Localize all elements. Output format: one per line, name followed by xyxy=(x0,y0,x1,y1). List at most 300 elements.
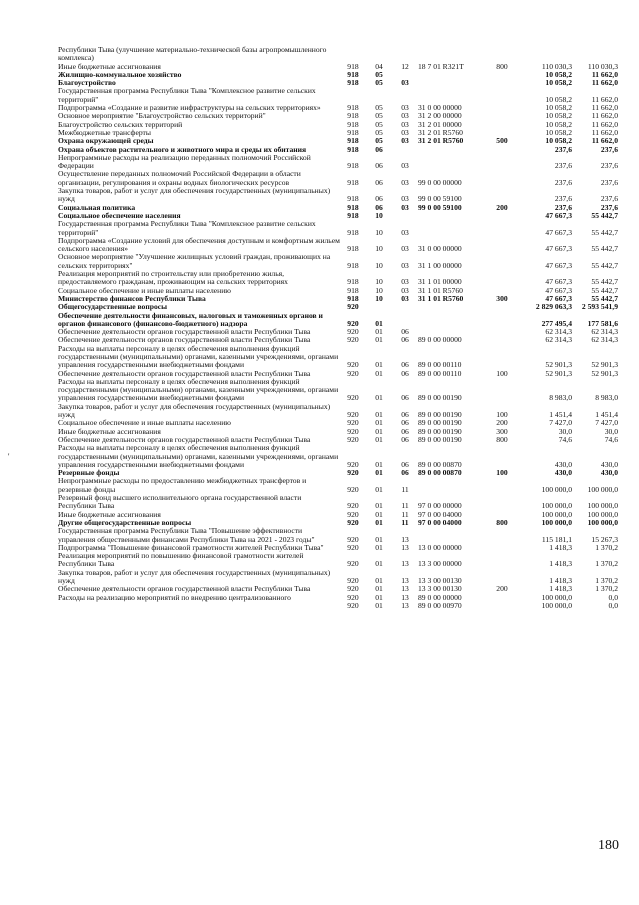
table-row xyxy=(58,46,618,63)
table-row xyxy=(58,253,618,270)
ministry-code-cell: 920 xyxy=(347,302,359,312)
expense-type-cell xyxy=(488,46,516,63)
target-article-cell xyxy=(418,303,488,311)
subsection-code-cell xyxy=(392,146,418,154)
expense-type-cell xyxy=(488,527,516,544)
row-name-cell: Охрана окружающей среды xyxy=(58,136,154,146)
ministry-code-cell: 920 xyxy=(347,542,359,552)
amount-year1-cell: 47 667,3 xyxy=(545,244,572,254)
amount-year2-cell: 52 901,3 xyxy=(591,360,618,370)
section-code-cell: 05 xyxy=(375,127,383,137)
row-name-cell: Расходы на реализацию мероприятий по внедрению централизованного xyxy=(58,592,291,602)
target-article-cell: 31 2 01 00000 xyxy=(418,119,462,129)
expense-type-cell: 200 xyxy=(496,418,508,428)
section-code-cell: 05 xyxy=(375,119,383,129)
row-name-cell: Жилищно-коммунальное хозяйство xyxy=(58,69,182,79)
ministry-code-cell: 920 xyxy=(347,468,359,478)
ministry-code-cell: 918 xyxy=(347,244,359,254)
amount-year1-cell: 47 667,3 xyxy=(545,227,572,237)
target-article-cell: 31 0 00 00000 xyxy=(418,103,462,113)
table-row xyxy=(58,494,618,511)
amount-year2-cell: 100 000,0 xyxy=(587,484,618,494)
table-row xyxy=(58,345,618,370)
ministry-code-cell: 920 xyxy=(347,484,359,494)
subsection-code-cell xyxy=(392,303,418,311)
row-name-cell: Государственная программа Республики Тыва "Комплексное развитие сельских территорий" xyxy=(58,219,316,237)
amount-year2-cell: 430,0 xyxy=(600,468,618,478)
section-code-cell: 01 xyxy=(375,542,383,552)
amount-year1-cell: 430,0 xyxy=(554,468,572,478)
row-name-cell: Основное мероприятие "Благоустройство сельских территорий" xyxy=(58,111,266,121)
amount-year1-cell: 237,6 xyxy=(554,161,572,171)
subsection-code-cell: 13 xyxy=(401,534,409,544)
expense-type-cell xyxy=(488,146,516,154)
row-name-cell: Обеспечение деятельности органов государственной власти Республики Тыва xyxy=(58,368,311,378)
row-name-cell: Обеспечение деятельности финансовых, налоговых и таможенных органов и органов финансового (финансово-бюджетного) надзора xyxy=(58,310,323,328)
amount-year1-cell: 30,0 xyxy=(558,426,572,436)
target-article-cell: 13 3 00 00130 xyxy=(418,584,462,594)
section-code-cell: 10 xyxy=(375,227,383,237)
section-code-cell: 05 xyxy=(375,111,383,121)
expense-type-cell xyxy=(488,477,516,494)
subsection-code-cell: 03 xyxy=(401,194,409,204)
ministry-code-cell: 920 xyxy=(347,517,359,527)
target-article-cell: 97 0 00 04000 xyxy=(418,509,462,519)
subsection-code-cell: 06 xyxy=(401,468,409,478)
target-article-cell: 31 1 01 00000 xyxy=(418,277,462,287)
ministry-code-cell: 918 xyxy=(347,127,359,137)
table-row xyxy=(58,220,618,237)
expense-type-cell: 800 xyxy=(496,61,508,71)
section-code-cell: 01 xyxy=(375,368,383,378)
row-name-cell: Общегосударственные вопросы xyxy=(58,302,168,312)
subsection-code-cell: 06 xyxy=(401,434,409,444)
amount-year1-cell: 10 058,2 xyxy=(545,119,572,129)
amount-year1-cell: 62 314,3 xyxy=(545,335,572,345)
row-name-cell: Социальное обеспечение населения xyxy=(58,210,181,220)
subsection-code-cell: 13 xyxy=(401,542,409,552)
row-name-cell: Государственная программа Республики Тыва "Комплексное развитие сельских территорий" xyxy=(58,86,316,104)
amount-year2-cell: 55 442,7 xyxy=(591,210,618,220)
section-code-cell: 01 xyxy=(375,517,383,527)
expense-type-cell xyxy=(488,345,516,370)
table-row xyxy=(58,71,618,79)
amount-year2-cell: 11 662,0 xyxy=(591,127,618,137)
amount-year1-cell: 10 058,2 xyxy=(545,111,572,121)
row-name-cell: Закупка товаров, работ и услуг для обеспечения государственных (муниципальных) нужд xyxy=(58,567,331,585)
amount-year2-cell: 1 370,2 xyxy=(595,559,618,569)
subsection-code-cell: 11 xyxy=(401,509,409,519)
expense-type-cell: 100 xyxy=(496,368,508,378)
row-name-cell: Иные бюджетные ассигнования xyxy=(58,61,161,71)
amount-year2-cell: 1 451,4 xyxy=(595,410,618,420)
table-row xyxy=(58,170,618,187)
section-code-cell: 01 xyxy=(375,327,383,337)
target-article-cell: 89 0 00 00970 xyxy=(418,600,462,610)
row-name-cell: Непрограммные расходы на реализацию переданных полномочий Российской Федерации xyxy=(58,152,311,171)
subsection-code-cell: 11 xyxy=(401,517,409,527)
target-article-cell xyxy=(418,71,488,79)
expense-type-cell: 300 xyxy=(496,293,508,303)
section-code-cell: 01 xyxy=(375,576,383,585)
subsection-code-cell: 03 xyxy=(401,244,409,254)
amount-year1-cell: 237,6 xyxy=(554,144,572,154)
expense-type-cell xyxy=(488,569,516,586)
subsection-code-cell: 13 xyxy=(401,600,409,610)
expense-type-cell: 200 xyxy=(496,584,508,594)
amount-year1-cell: 10 058,2 xyxy=(545,94,572,104)
section-code-cell: 01 xyxy=(375,418,383,428)
row-name-cell: Непрограммные расходы по предоставлению межбюджетных трансфертов и резервные фонды xyxy=(58,476,307,494)
subsection-code-cell: 11 xyxy=(401,501,409,511)
subsection-code-cell: 03 xyxy=(401,103,409,113)
row-name-cell: Закупка товаров, работ и услуг для обеспечения государственных (муниципальных) нужд xyxy=(58,401,331,420)
target-article-cell xyxy=(418,312,488,329)
row-name-cell: Расходы на выплаты персоналу в целях обеспечения выполнения функций государственными (муниципальными) органами, казенными учреждениями, органами управления государственными внебюджетными фондами xyxy=(58,376,339,403)
amount-year2-cell: 1 370,2 xyxy=(595,584,618,594)
amount-year2-cell: 62 314,3 xyxy=(591,327,618,337)
section-code-cell: 01 xyxy=(375,559,383,569)
row-name-cell: Иные бюджетные ассигнования xyxy=(58,509,161,519)
amount-year1-cell: 2 829 063,3 xyxy=(535,302,572,312)
amount-year2-cell: 55 442,7 xyxy=(591,244,618,254)
table-row xyxy=(58,527,618,544)
ministry-code-cell: 920 xyxy=(347,559,359,569)
target-article-cell: 97 0 00 00000 xyxy=(418,501,462,511)
target-article-cell xyxy=(418,220,488,237)
row-name-cell: Государственная программа Республики Тыва "Повышение эффективности управления общественными финансами Республики Тыва на 2021 - 2023 годы" xyxy=(58,526,315,544)
target-article-cell: 97 0 00 04000 xyxy=(418,517,462,527)
amount-year1-cell: 1 451,4 xyxy=(549,410,572,420)
amount-year2-cell: 237,6 xyxy=(600,194,618,204)
amount-year1-cell: 1 418,3 xyxy=(549,542,572,552)
expense-type-cell xyxy=(488,121,516,129)
amount-year1-cell: 1 418,3 xyxy=(549,559,572,569)
subsection-code-cell: 06 xyxy=(401,335,409,345)
section-code-cell: 04 xyxy=(375,61,383,71)
ministry-code-cell: 918 xyxy=(347,194,359,204)
amount-year2-cell: 15 267,3 xyxy=(591,534,618,544)
amount-year2-cell: 0,0 xyxy=(608,592,618,602)
amount-year1-cell: 237,6 xyxy=(554,202,572,212)
amount-year2-cell: 100 000,0 xyxy=(587,517,618,527)
section-code-cell: 10 xyxy=(375,260,383,270)
expense-type-cell xyxy=(488,378,516,403)
table-row xyxy=(58,154,618,171)
row-name-cell xyxy=(58,602,340,610)
subsection-code-cell xyxy=(392,87,418,104)
ministry-code-cell: 918 xyxy=(347,277,359,287)
subsection-code-cell: 13 xyxy=(401,584,409,594)
section-code-cell: 01 xyxy=(375,509,383,519)
target-article-cell: 89 0 00 00190 xyxy=(418,418,462,428)
section-code-cell: 01 xyxy=(375,426,383,436)
amount-year1-cell: 52 901,3 xyxy=(545,360,572,370)
section-code-cell: 05 xyxy=(375,69,383,79)
section-code-cell: 06 xyxy=(375,144,383,154)
amount-year1-cell: 237,6 xyxy=(554,177,572,187)
expense-type-cell xyxy=(488,220,516,237)
expense-type-cell xyxy=(488,328,516,336)
subsection-code-cell: 03 xyxy=(401,277,409,287)
section-code-cell: 01 xyxy=(375,584,383,594)
target-article-cell: 31 1 01 R5760 xyxy=(418,293,464,303)
row-name-cell: Республики Тыва (улучшение материально-технической базы агропромышленного комплекса) xyxy=(58,45,327,63)
amount-year2-cell: 0,0 xyxy=(608,600,618,610)
amount-year2-cell: 55 442,7 xyxy=(591,227,618,237)
target-article-cell: 31 2 00 00000 xyxy=(418,111,462,121)
section-code-cell: 10 xyxy=(375,293,383,303)
section-code-cell: 01 xyxy=(375,484,383,494)
expense-type-cell xyxy=(488,87,516,104)
target-article-cell: 31 0 00 00000 xyxy=(418,244,462,254)
row-name-cell: Реализация мероприятий по строительству или приобретению жилья, предоставляемого гражданам, проживающим на сельских территориях xyxy=(58,269,288,287)
target-article-cell: 89 0 00 00190 xyxy=(418,393,462,403)
target-article-cell: 89 0 00 00870 xyxy=(418,468,462,478)
ministry-code-cell xyxy=(340,87,366,104)
subsection-code-cell: 06 xyxy=(401,327,409,337)
table-row xyxy=(58,270,618,287)
ministry-code-cell: 920 xyxy=(347,426,359,436)
amount-year2-cell: 52 901,3 xyxy=(591,368,618,378)
table-row xyxy=(58,602,618,610)
section-code-cell xyxy=(366,303,392,311)
subsection-code-cell: 13 xyxy=(401,559,409,569)
ministry-code-cell: 920 xyxy=(347,459,359,469)
subsection-code-cell: 03 xyxy=(401,260,409,270)
row-name-cell: Подпрограмма «Создание условий для обеспечения доступным и комфортным жильем сельского населения» xyxy=(58,235,340,254)
expense-type-cell xyxy=(488,187,516,204)
ministry-code-cell: 918 xyxy=(347,260,359,270)
section-code-cell: 01 xyxy=(375,501,383,511)
subsection-code-cell: 03 xyxy=(401,119,409,129)
row-name-cell: Закупка товаров, работ и услуг для обеспечения государственных (муниципальных) нужд xyxy=(58,186,331,204)
ministry-code-cell: 918 xyxy=(347,177,359,187)
subsection-code-cell: 13 xyxy=(401,592,409,602)
table-row xyxy=(58,187,618,204)
amount-year1-cell: 52 901,3 xyxy=(545,368,572,378)
section-code-cell: 10 xyxy=(375,244,383,254)
amount-year1-cell: 10 058,2 xyxy=(545,136,572,146)
ministry-code-cell: 920 xyxy=(347,534,359,544)
ministry-code-cell: 920 xyxy=(347,418,359,428)
expense-type-cell xyxy=(488,544,516,552)
table-row xyxy=(58,444,618,469)
amount-year2-cell: 2 593 541,9 xyxy=(581,302,618,312)
section-code-cell: 01 xyxy=(375,335,383,345)
ministry-code-cell: 918 xyxy=(347,210,359,220)
amount-year2-cell: 237,6 xyxy=(600,144,618,154)
expense-type-cell xyxy=(488,594,516,602)
subsection-code-cell xyxy=(392,312,418,329)
amount-year2-cell: 74,6 xyxy=(604,434,618,444)
subsection-code-cell: 06 xyxy=(401,393,409,403)
ministry-code-cell: 918 xyxy=(347,136,359,146)
target-article-cell: 89 0 00 00110 xyxy=(418,368,462,378)
target-article-cell: 31 2 01 R5760 xyxy=(418,136,464,146)
target-article-cell xyxy=(418,527,488,544)
section-code-cell: 06 xyxy=(375,202,383,212)
target-article-cell xyxy=(418,46,488,63)
target-article-cell xyxy=(418,146,488,154)
amount-year1-cell: 10 058,2 xyxy=(545,103,572,113)
amount-year1-cell: 47 667,3 xyxy=(545,260,572,270)
subsection-code-cell: 03 xyxy=(401,285,409,295)
amount-year1-cell: 100 000,0 xyxy=(541,592,572,602)
ministry-code-cell: 918 xyxy=(347,119,359,129)
target-article-cell: 13 0 00 00000 xyxy=(418,542,462,552)
row-name-cell: Обеспечение деятельности органов государственной власти Республики Тыва xyxy=(58,434,311,444)
section-code-cell: 10 xyxy=(375,210,383,220)
target-article-cell: 89 0 00 00110 xyxy=(418,360,462,370)
row-name-cell: Министерство финансов Республики Тыва xyxy=(58,293,206,303)
row-name-cell: Иные бюджетные ассигнования xyxy=(58,426,161,436)
expense-type-cell xyxy=(488,79,516,87)
amount-year1-cell: 10 058,2 xyxy=(545,69,572,79)
ministry-code-cell: 920 xyxy=(347,576,359,585)
amount-year2-cell xyxy=(572,46,618,63)
section-code-cell xyxy=(366,46,392,63)
target-article-cell xyxy=(418,212,488,220)
amount-year2-cell: 110 030,3 xyxy=(587,61,618,71)
amount-year2-cell: 177 581,6 xyxy=(587,318,618,328)
amount-year2-cell: 11 662,0 xyxy=(591,119,618,129)
amount-year2-cell: 62 314,3 xyxy=(591,335,618,345)
subsection-code-cell: 03 xyxy=(401,293,409,303)
ministry-code-cell: 920 xyxy=(347,584,359,594)
table-row xyxy=(58,237,618,254)
amount-year1-cell: 1 418,3 xyxy=(549,576,572,585)
section-code-cell: 01 xyxy=(375,410,383,420)
subsection-code-cell: 13 xyxy=(401,576,409,585)
amount-year2-cell: 55 442,7 xyxy=(591,293,618,303)
row-name-cell: Обеспечение деятельности органов государственной власти Республики Тыва xyxy=(58,584,311,594)
section-code-cell: 01 xyxy=(375,534,383,544)
section-code-cell xyxy=(366,87,392,104)
row-name-cell: Расходы на выплаты персоналу в целях обеспечения выполнения функций государственными (муниципальными) органами, казенными учреждениями, органами управления государственными внебюджетными фондами xyxy=(58,343,339,370)
amount-year1-cell: 47 667,3 xyxy=(545,285,572,295)
ministry-code-cell: 918 xyxy=(347,202,359,212)
section-code-cell: 05 xyxy=(375,78,383,88)
target-article-cell xyxy=(418,477,488,494)
table-row xyxy=(58,594,618,602)
row-name-cell: Благоустройство xyxy=(58,78,116,88)
amount-year1-cell: 110 030,3 xyxy=(541,61,572,71)
amount-year2-cell: 55 442,7 xyxy=(591,285,618,295)
subsection-code-cell: 03 xyxy=(401,177,409,187)
ministry-code-cell: 918 xyxy=(347,293,359,303)
subsection-code-cell: 06 xyxy=(401,368,409,378)
amount-year1-cell: 10 058,2 xyxy=(545,127,572,137)
row-name-cell: Основное мероприятие "Улучшение жилищных условий граждан, проживающих на сельских территориях" xyxy=(58,252,331,270)
row-name-cell: Резервные фонды xyxy=(58,468,120,478)
amount-year1-cell: 100 000,0 xyxy=(541,517,572,527)
amount-year1-cell: 1 418,3 xyxy=(549,584,572,594)
target-article-cell: 89 0 00 00190 xyxy=(418,426,462,436)
subsection-code-cell: 03 xyxy=(401,136,409,146)
target-article-cell: 13 3 00 00000 xyxy=(418,559,462,569)
target-article-cell: 99 0 00 00000 xyxy=(418,177,462,187)
ministry-code-cell: 920 xyxy=(347,360,359,370)
row-name-cell: Охрана объектов растительного и животного мира и среды их обитания xyxy=(58,144,307,154)
target-article-cell: 31 2 01 R5760 xyxy=(418,127,463,137)
ministry-code-cell: 920 xyxy=(347,434,359,444)
ministry-code-cell: 918 xyxy=(347,103,359,113)
expense-type-cell xyxy=(488,154,516,171)
expense-type-cell: 200 xyxy=(496,202,508,212)
target-article-cell: 31 1 01 R5760 xyxy=(418,285,463,295)
amount-year2-cell: 11 662,0 xyxy=(591,94,618,104)
amount-year2-cell: 237,6 xyxy=(600,177,618,187)
row-name-cell: Расходы на выплаты персоналу в целях обеспечения выполнения функций государственными (муниципальными) органами, казенными учреждениями, органами управления государственными внебюджетными фондами xyxy=(58,443,339,469)
expense-type-cell xyxy=(488,270,516,287)
target-article-cell xyxy=(418,87,488,104)
amount-year1-cell: 47 667,3 xyxy=(545,210,572,220)
expense-type-cell xyxy=(488,312,516,329)
row-name-cell: Обеспечение деятельности органов государственной власти Республики Тыва xyxy=(58,335,311,345)
amount-year2-cell: 1 370,2 xyxy=(595,576,618,585)
expense-type-cell xyxy=(488,237,516,254)
row-name-cell: Межбюджетные трансферты xyxy=(58,127,151,137)
ministry-code-cell: 918 xyxy=(347,161,359,171)
target-article-cell: 13 3 00 00130 xyxy=(418,576,462,585)
expense-type-cell xyxy=(488,253,516,270)
table-row xyxy=(58,569,618,586)
subsection-code-cell: 12 xyxy=(401,61,409,71)
amount-year1-cell: 100 000,0 xyxy=(541,600,572,610)
subsection-code-cell: 03 xyxy=(401,127,409,137)
target-article-cell: 18 7 01 R321T xyxy=(418,61,464,71)
row-name-cell: Социальное обеспечение и иные выплаты населению xyxy=(58,418,231,428)
section-code-cell: 01 xyxy=(375,468,383,478)
target-article-cell: 89 0 00 00190 xyxy=(418,410,462,420)
amount-year1-cell xyxy=(516,46,572,63)
ministry-code-cell: 918 xyxy=(347,61,359,71)
ministry-code-cell: 920 xyxy=(347,327,359,337)
section-code-cell: 10 xyxy=(375,285,383,295)
amount-year2-cell: 8 983,0 xyxy=(595,393,618,403)
amount-year2-cell: 237,6 xyxy=(600,202,618,212)
ministry-code-cell: 920 xyxy=(347,600,359,610)
row-name-cell: Социальная политика xyxy=(58,202,136,212)
ministry-code-cell xyxy=(340,46,366,63)
amount-year1-cell: 237,6 xyxy=(554,194,572,204)
expense-type-cell xyxy=(488,444,516,469)
expense-type-cell xyxy=(488,71,516,79)
amount-year1-cell: 100 000,0 xyxy=(541,484,572,494)
amount-year2-cell: 11 662,0 xyxy=(591,136,618,146)
expense-type-cell: 500 xyxy=(496,136,508,146)
target-article-cell: 99 0 00 59100 xyxy=(418,202,462,212)
subsection-code-cell: 03 xyxy=(401,78,409,88)
section-code-cell: 10 xyxy=(375,277,383,287)
row-name-cell: Подпрограмма «Создание и развитие инфраструктуры на сельских территориях» xyxy=(58,103,321,113)
subsection-code-cell: 06 xyxy=(401,459,409,469)
margin-mark: ' xyxy=(8,452,10,461)
expense-type-cell: 800 xyxy=(496,434,508,444)
subsection-code-cell: 11 xyxy=(401,484,409,494)
ministry-code-cell: 918 xyxy=(347,78,359,88)
expense-type-cell xyxy=(488,336,516,344)
ministry-code-cell: 920 xyxy=(347,393,359,403)
expense-type-cell xyxy=(488,112,516,120)
ministry-code-cell: 920 xyxy=(347,368,359,378)
table-row xyxy=(58,378,618,403)
amount-year1-cell: 10 058,2 xyxy=(545,78,572,88)
section-code-cell: 01 xyxy=(375,393,383,403)
amount-year2-cell: 11 662,0 xyxy=(591,78,618,88)
expense-type-cell: 800 xyxy=(496,517,508,527)
